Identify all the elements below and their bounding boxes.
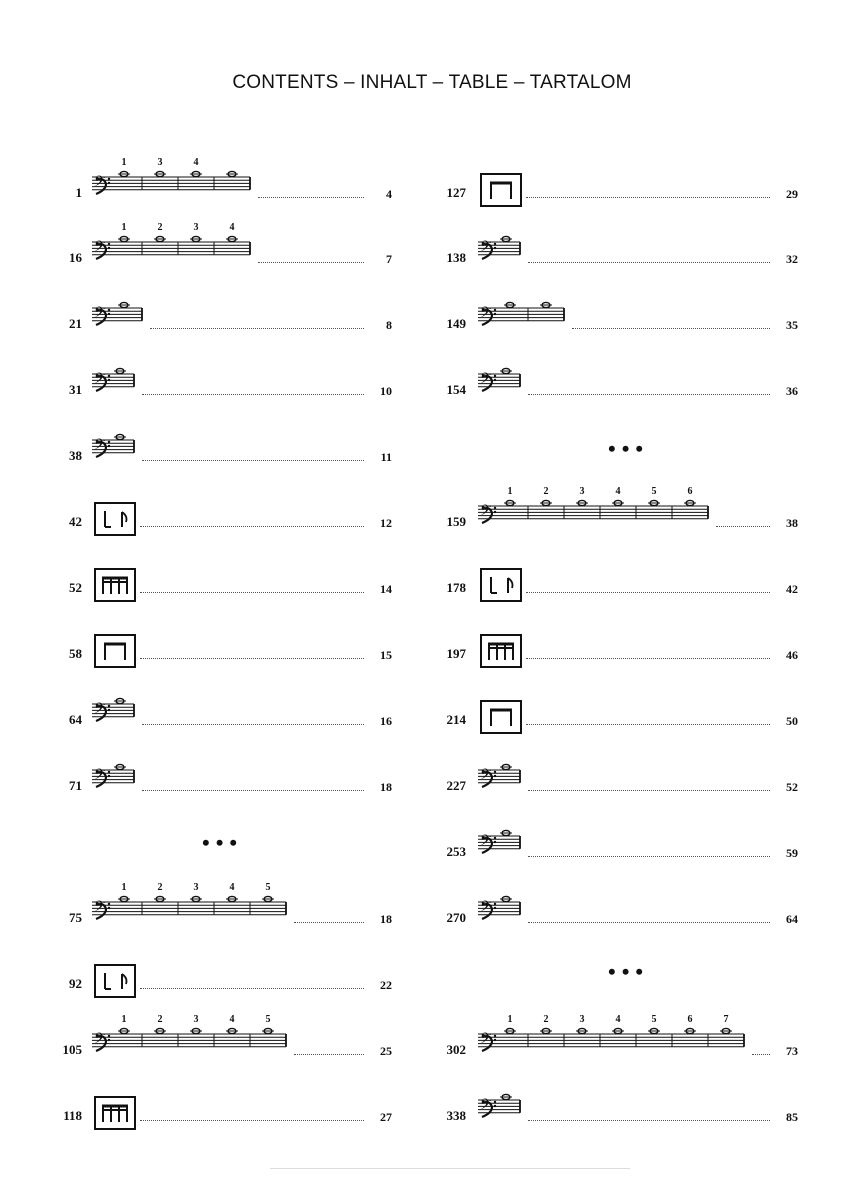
clef-dot bbox=[494, 1105, 496, 1107]
clef-dot bbox=[494, 841, 496, 843]
rhythm-box-two-eighths bbox=[480, 173, 522, 207]
entry-number: 16 bbox=[69, 250, 82, 265]
music-staff bbox=[478, 756, 524, 804]
clef-dot bbox=[108, 441, 110, 443]
finger-number: 1 bbox=[507, 486, 513, 497]
entry-number: 1 bbox=[75, 185, 82, 200]
entry-number: 149 bbox=[446, 316, 466, 331]
rhythm-icon bbox=[482, 702, 520, 732]
clef-dot bbox=[108, 445, 110, 447]
dot-leader bbox=[526, 724, 770, 725]
finger-number: 3 bbox=[579, 486, 585, 497]
finger-number: 3 bbox=[193, 882, 199, 893]
page-number: 18 bbox=[380, 912, 392, 926]
bass-clef-icon: 𝄢 bbox=[480, 370, 492, 391]
clef-dot bbox=[494, 313, 496, 315]
music-staff bbox=[478, 486, 712, 540]
page-number: 42 bbox=[786, 582, 798, 596]
dot-leader bbox=[528, 394, 770, 395]
music-staff bbox=[478, 228, 524, 276]
finger-number: 3 bbox=[579, 1014, 585, 1025]
contents-entry bbox=[0, 702, 864, 742]
finger-number: 3 bbox=[193, 222, 199, 233]
bass-clef-icon: 𝄢 bbox=[94, 898, 106, 919]
page-number: 38 bbox=[786, 516, 798, 530]
page-number: 32 bbox=[786, 252, 798, 266]
contents-entry bbox=[0, 240, 864, 280]
page-number: 52 bbox=[786, 780, 798, 794]
rhythm-box-quarter-eighth bbox=[94, 964, 136, 998]
entry-number: 338 bbox=[446, 1108, 466, 1123]
dot-leader bbox=[528, 856, 770, 857]
dot-leader bbox=[142, 460, 364, 461]
music-staff bbox=[478, 294, 568, 342]
bass-clef-icon: 𝄢 bbox=[480, 238, 492, 259]
bass-clef-icon: 𝄢 bbox=[480, 898, 492, 919]
clef-dot bbox=[494, 1039, 496, 1041]
page-number: 7 bbox=[386, 252, 392, 266]
finger-number: 2 bbox=[157, 1014, 163, 1025]
page-number: 35 bbox=[786, 318, 798, 332]
finger-number: 3 bbox=[193, 1014, 199, 1025]
page-number: 14 bbox=[380, 582, 392, 596]
entry-number: 227 bbox=[446, 778, 466, 793]
finger-number: 1 bbox=[121, 882, 127, 893]
dot-leader bbox=[526, 197, 770, 198]
music-staff bbox=[478, 888, 524, 936]
clef-dot bbox=[494, 1035, 496, 1037]
entry-number: 302 bbox=[446, 1042, 466, 1057]
clef-dot bbox=[494, 379, 496, 381]
finger-number: 2 bbox=[157, 882, 163, 893]
page-number: 25 bbox=[380, 1044, 392, 1058]
dot-leader bbox=[528, 790, 770, 791]
clef-dot bbox=[494, 309, 496, 311]
bass-clef-icon: 𝄢 bbox=[94, 766, 106, 787]
entry-number: 52 bbox=[69, 580, 82, 595]
clef-dot bbox=[494, 903, 496, 905]
bass-clef-icon: 𝄢 bbox=[94, 700, 106, 721]
page-number: 11 bbox=[380, 450, 392, 464]
contents-entry bbox=[0, 966, 864, 1006]
contents-entry bbox=[0, 372, 864, 412]
finger-number: 5 bbox=[265, 882, 271, 893]
dot-leader bbox=[752, 1054, 770, 1055]
bass-clef-icon: 𝄢 bbox=[94, 436, 106, 457]
page-number: 27 bbox=[380, 1110, 392, 1124]
contents-entry bbox=[0, 175, 864, 215]
clef-dot bbox=[494, 837, 496, 839]
music-staff bbox=[478, 822, 524, 870]
dot-leader bbox=[528, 922, 770, 923]
bass-clef-icon: 𝄢 bbox=[480, 502, 492, 523]
entry-number: 58 bbox=[69, 646, 82, 661]
rhythm-box-quarter-eighth bbox=[480, 568, 522, 602]
entry-number: 71 bbox=[69, 778, 82, 793]
finger-number: 1 bbox=[121, 1014, 127, 1025]
page-number: 64 bbox=[786, 912, 798, 926]
finger-number: 4 bbox=[615, 1014, 621, 1025]
contents-entry bbox=[0, 834, 864, 874]
contents-entry bbox=[0, 768, 864, 808]
dot-leader bbox=[526, 658, 770, 659]
finger-number: 5 bbox=[265, 1014, 271, 1025]
dot-leader bbox=[140, 988, 364, 989]
page-number: 46 bbox=[786, 648, 798, 662]
rhythm-icon bbox=[482, 175, 520, 205]
entry-number: 31 bbox=[69, 382, 82, 397]
music-staff bbox=[92, 426, 138, 474]
finger-number: 2 bbox=[157, 222, 163, 233]
finger-number: 4 bbox=[615, 486, 621, 497]
page-number: 15 bbox=[380, 648, 392, 662]
bass-clef-icon: 𝄢 bbox=[480, 832, 492, 853]
footer-rule bbox=[270, 1168, 630, 1169]
bass-clef-icon: 𝄢 bbox=[94, 238, 106, 259]
finger-number: 4 bbox=[229, 882, 235, 893]
entry-number: 138 bbox=[446, 250, 466, 265]
page-number: 22 bbox=[380, 978, 392, 992]
bass-clef-icon: 𝄢 bbox=[480, 1096, 492, 1117]
entry-number: 270 bbox=[446, 910, 466, 925]
finger-number: 5 bbox=[651, 1014, 657, 1025]
contents-entry bbox=[0, 306, 864, 346]
finger-number: 4 bbox=[229, 222, 235, 233]
contents-entry bbox=[0, 1098, 864, 1138]
clef-dot bbox=[494, 375, 496, 377]
page-number: 73 bbox=[786, 1044, 798, 1058]
bass-clef-icon: 𝄢 bbox=[480, 1030, 492, 1051]
ellipsis-left: ••• bbox=[202, 830, 244, 855]
finger-number: 6 bbox=[687, 1014, 693, 1025]
entry-number: 154 bbox=[446, 382, 466, 397]
rhythm-icon bbox=[96, 966, 134, 996]
ellipsis-right-1: ••• bbox=[608, 436, 650, 461]
clef-dot bbox=[494, 1101, 496, 1103]
entry-number: 21 bbox=[69, 316, 82, 331]
entry-number: 92 bbox=[69, 976, 82, 991]
entry-number: 197 bbox=[446, 646, 466, 661]
finger-number: 3 bbox=[157, 157, 163, 168]
dot-leader bbox=[528, 262, 770, 263]
page-number: 85 bbox=[786, 1110, 798, 1124]
music-staff bbox=[478, 1086, 524, 1134]
page-number: 36 bbox=[786, 384, 798, 398]
rhythm-box-two-eighths bbox=[480, 700, 522, 734]
dot-leader bbox=[572, 328, 770, 329]
contents-entry bbox=[0, 636, 864, 676]
contents-entry bbox=[0, 438, 864, 478]
finger-number: 4 bbox=[229, 1014, 235, 1025]
contents-entry bbox=[0, 486, 864, 544]
page-number: 18 bbox=[380, 780, 392, 794]
clef-dot bbox=[494, 507, 496, 509]
entry-number: 38 bbox=[69, 448, 82, 463]
bass-clef-icon: 𝄢 bbox=[94, 304, 106, 325]
entry-number: 214 bbox=[446, 712, 466, 727]
rhythm-icon bbox=[482, 570, 520, 600]
bass-clef-icon: 𝄢 bbox=[480, 766, 492, 787]
bass-clef-icon: 𝄢 bbox=[480, 304, 492, 325]
clef-dot bbox=[494, 907, 496, 909]
clef-dot bbox=[494, 771, 496, 773]
page-number: 29 bbox=[786, 187, 798, 201]
page-number: 59 bbox=[786, 846, 798, 860]
bass-clef-icon: 𝄢 bbox=[94, 1030, 106, 1051]
contents-entry bbox=[0, 1014, 864, 1072]
entry-number: 105 bbox=[62, 1042, 82, 1057]
rhythm-box-four-sixteenths bbox=[480, 634, 522, 668]
page-number: 12 bbox=[380, 516, 392, 530]
finger-number: 1 bbox=[121, 157, 127, 168]
page-number: 50 bbox=[786, 714, 798, 728]
dot-leader bbox=[716, 526, 770, 527]
entry-number: 64 bbox=[69, 712, 82, 727]
finger-number: 6 bbox=[687, 486, 693, 497]
clef-dot bbox=[494, 775, 496, 777]
entry-number: 159 bbox=[446, 514, 466, 529]
bass-clef-icon: 𝄢 bbox=[94, 370, 106, 391]
finger-number: 5 bbox=[651, 486, 657, 497]
bass-clef-icon: 𝄢 bbox=[94, 173, 106, 194]
page-number: 4 bbox=[386, 187, 392, 201]
finger-number: 1 bbox=[507, 1014, 513, 1025]
rhythm-icon bbox=[482, 636, 520, 666]
entry-number: 253 bbox=[446, 844, 466, 859]
finger-number: 2 bbox=[543, 486, 549, 497]
ellipsis-right-2: ••• bbox=[608, 959, 650, 984]
clef-dot bbox=[494, 247, 496, 249]
entry-number: 127 bbox=[446, 185, 466, 200]
entry-number: 75 bbox=[69, 910, 82, 925]
page-number: 8 bbox=[386, 318, 392, 332]
entry-number: 178 bbox=[446, 580, 466, 595]
finger-number: 7 bbox=[723, 1014, 729, 1025]
finger-number: 4 bbox=[193, 157, 199, 168]
dot-leader bbox=[528, 1120, 770, 1121]
finger-number: 2 bbox=[543, 1014, 549, 1025]
clef-dot bbox=[494, 243, 496, 245]
contents-entry bbox=[0, 570, 864, 610]
entry-number: 118 bbox=[63, 1108, 82, 1123]
contents-entry bbox=[0, 900, 864, 940]
clef-dot bbox=[494, 511, 496, 513]
finger-number: 1 bbox=[121, 222, 127, 233]
dot-leader bbox=[526, 592, 770, 593]
page-number: 16 bbox=[380, 714, 392, 728]
page-title: CONTENTS – INHALT – TABLE – TARTALOM bbox=[232, 72, 632, 93]
music-staff bbox=[478, 1014, 748, 1068]
music-staff bbox=[478, 360, 524, 408]
page-number: 10 bbox=[380, 384, 392, 398]
entry-number: 42 bbox=[69, 514, 82, 529]
